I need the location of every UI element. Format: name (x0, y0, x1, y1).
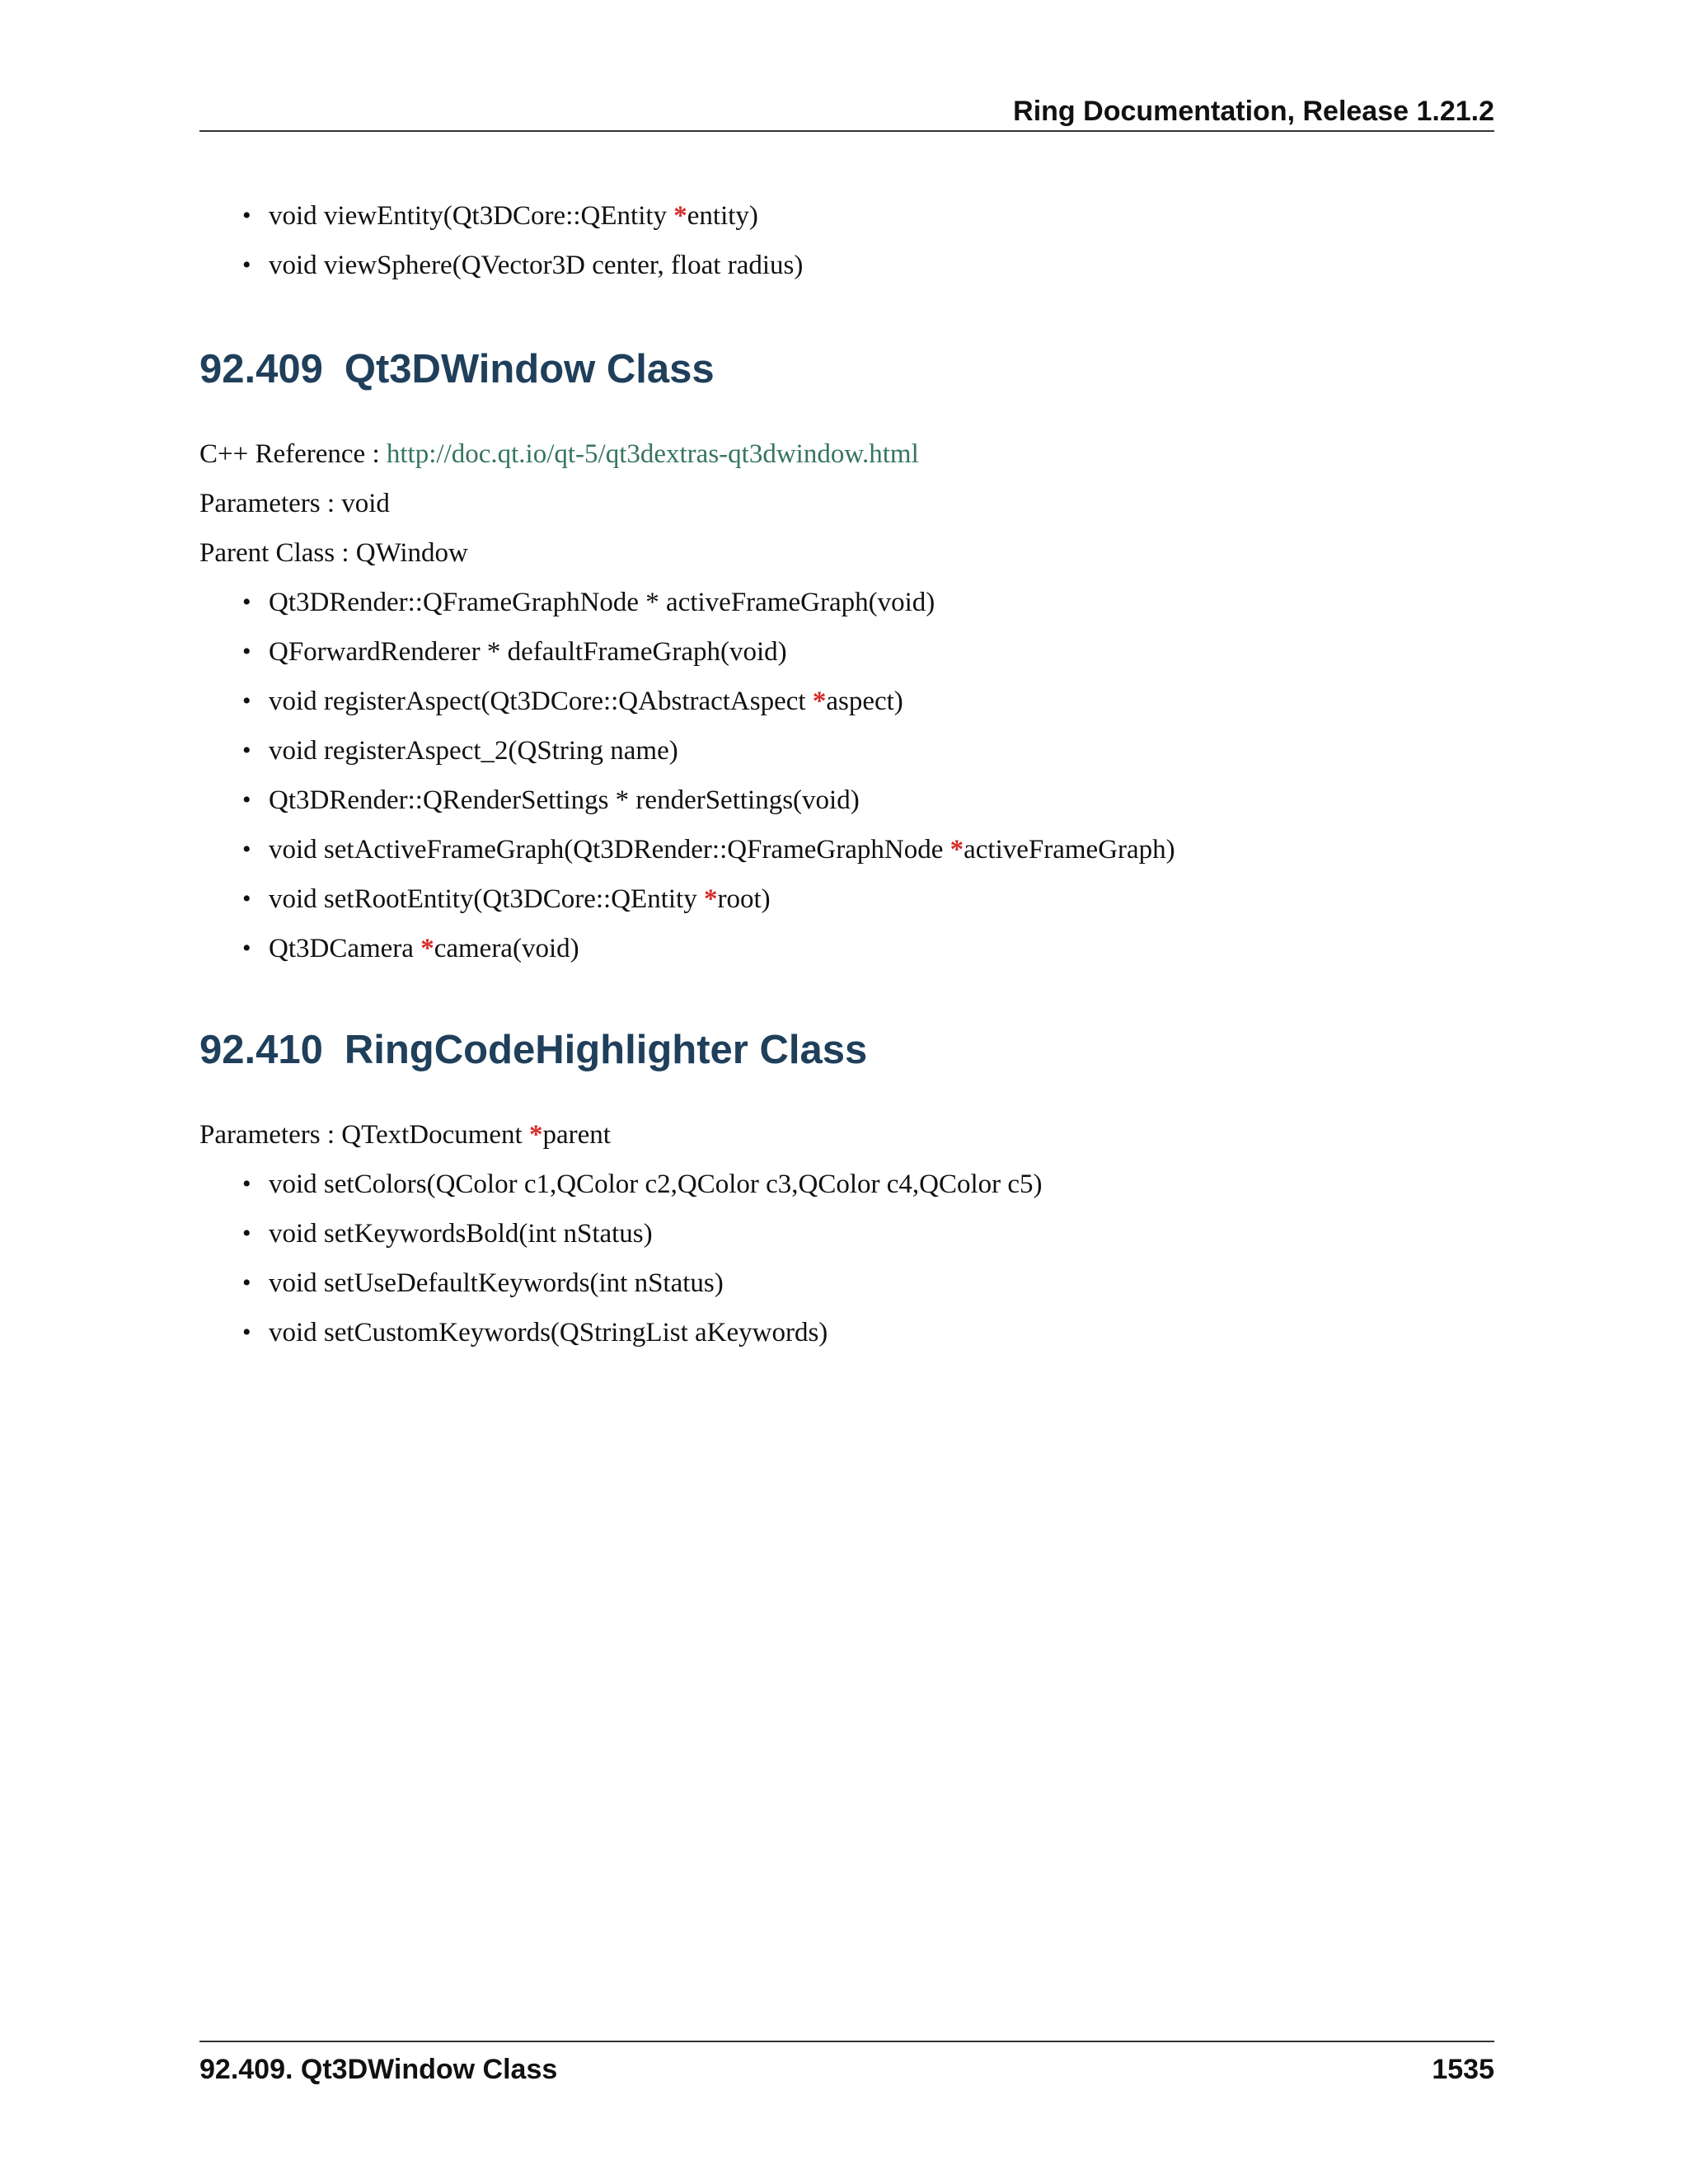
pointer-star: * (950, 835, 964, 865)
footer-section-title: 92.409. Qt3DWindow Class (199, 2054, 558, 2085)
reference-link[interactable]: http://doc.qt.io/qt-5/qt3dextras-qt3dwindow.html (386, 439, 919, 469)
method-text: void setUseDefaultKeywords(int nStatus) (269, 1268, 724, 1298)
pointer-star: * (673, 201, 687, 231)
document-title: Ring Documentation, Release 1.21.2 (1013, 96, 1494, 127)
method-text: Qt3DRender::QFrameGraphNode * activeFrameGraph(void) (269, 588, 935, 617)
page-number: 1535 (1432, 2054, 1494, 2085)
list-item (241, 191, 803, 241)
qt3dwindow-method-list (241, 578, 1175, 973)
section-heading-qt3dwindow (199, 344, 715, 394)
method-text-tail: aspect) (826, 687, 903, 716)
list-item (241, 1160, 1043, 1209)
list-item (241, 924, 1175, 973)
method-text: void setCustomKeywords(QStringList aKeywords) (269, 1318, 828, 1347)
pointer-star: * (528, 1120, 543, 1150)
list-item (241, 825, 1175, 874)
list-item (241, 726, 1175, 776)
method-text: void viewSphere(QVector3D center, float radius) (269, 251, 804, 280)
parameters-text: Parameters : QTextDocument (199, 1120, 529, 1150)
section-number: 92.410 (199, 1028, 323, 1072)
method-text: void registerAspect_2(QString name) (269, 736, 678, 766)
pointer-star: * (420, 934, 434, 963)
method-text: void setColors(QColor c1,QColor c2,QColor c3,QColor c4,QColor c5) (269, 1169, 1043, 1199)
section-number: 92.409 (199, 347, 323, 391)
section-heading-ringcodehighlighter (199, 1025, 867, 1075)
section-title: RingCodeHighlighter Class (344, 1028, 868, 1072)
list-item (241, 627, 1175, 677)
reference-label: C++ Reference : (199, 439, 387, 469)
list-item (241, 677, 1175, 726)
pointer-star: * (812, 687, 827, 716)
method-text: Qt3DCamera (269, 934, 421, 963)
list-item (241, 241, 803, 290)
method-text: void viewEntity(Qt3DCore::QEntity (269, 201, 674, 231)
method-text-tail: entity) (687, 201, 758, 231)
pointer-star: * (703, 884, 718, 914)
page-footer (199, 2041, 1494, 2088)
page-header (199, 92, 1494, 132)
method-text-tail: camera(void) (434, 934, 579, 963)
cpp-reference-line (199, 429, 919, 479)
list-item (241, 578, 1175, 627)
method-text-tail: activeFrameGraph) (964, 835, 1175, 865)
method-text: Qt3DRender::QRenderSettings * renderSettings(void) (269, 785, 860, 815)
intro-method-list (241, 191, 803, 290)
method-text: void setActiveFrameGraph(Qt3DRender::QFrameGraphNode (269, 835, 950, 865)
list-item (241, 1258, 1043, 1308)
list-item (241, 1209, 1043, 1258)
section-title: Qt3DWindow Class (344, 347, 715, 391)
method-text: void setKeywordsBold(int nStatus) (269, 1219, 653, 1249)
method-text: void registerAspect(Qt3DCore::QAbstractAspect (269, 687, 813, 716)
parent-class-line: Parent Class : QWindow (199, 538, 468, 568)
list-item (241, 1308, 1043, 1357)
list-item (241, 874, 1175, 924)
parameters-line (199, 1110, 611, 1160)
parameters-text-tail: parent (542, 1120, 611, 1150)
method-text: void setRootEntity(Qt3DCore::QEntity (269, 884, 704, 914)
list-item (241, 776, 1175, 825)
method-text-tail: root) (717, 884, 771, 914)
ringcodehighlighter-method-list (241, 1160, 1043, 1357)
method-text: QForwardRenderer * defaultFrameGraph(void) (269, 637, 787, 667)
parameters-line: Parameters : void (199, 489, 390, 518)
